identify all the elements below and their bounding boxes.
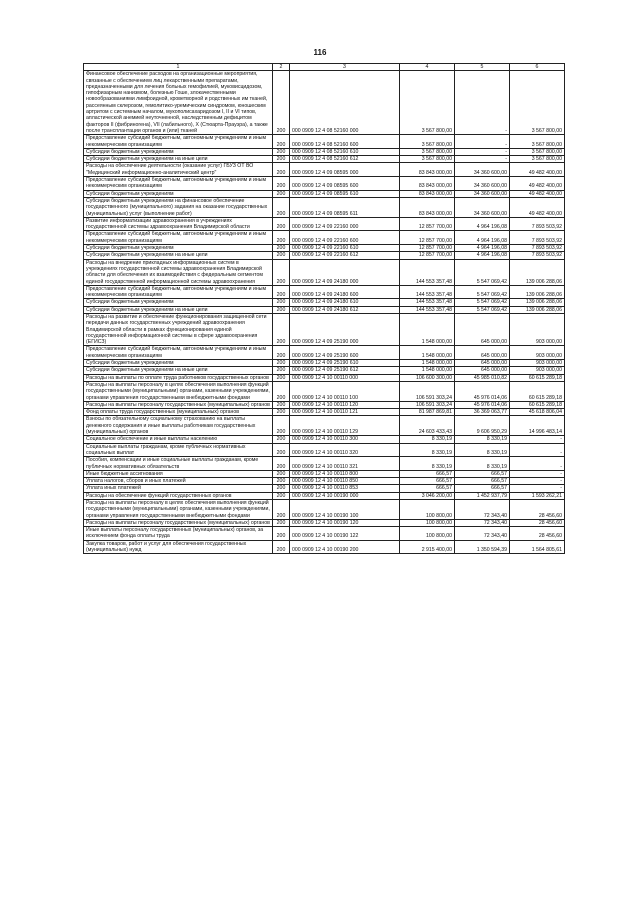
row-unexecuted-amount-cell: 903 000,00 bbox=[510, 346, 565, 360]
table-row bbox=[84, 500, 565, 520]
table-row bbox=[84, 217, 565, 231]
table-row bbox=[84, 346, 565, 360]
row-classification-code-cell: 000 0909 12 4 10 00110 121 bbox=[290, 409, 400, 416]
row-classification-code-cell: 000 0909 12 4 10 00190 200 bbox=[290, 540, 400, 554]
row-code-cell: 200 bbox=[273, 470, 290, 477]
row-executed-amount-cell: 5 547 069,42 bbox=[455, 285, 510, 299]
table-row bbox=[84, 470, 565, 477]
row-approved-amount-cell: 1 548 000,00 bbox=[400, 367, 455, 374]
row-name-cell: Пособия, компенсации и иные социальные выплаты гражданам, кроме публичных нормативных обязательств bbox=[84, 457, 273, 471]
row-executed-amount-cell: - bbox=[455, 135, 510, 149]
row-unexecuted-amount-cell: 903 000,00 bbox=[510, 313, 565, 345]
row-name-cell: Фонд оплаты труда государственных (муниципальных) органов bbox=[84, 409, 273, 416]
row-classification-code-cell: 000 0909 12 4 09 25190 612 bbox=[290, 367, 400, 374]
header-cell-5: 5 bbox=[455, 64, 510, 71]
row-executed-amount-cell: 45 985 010,82 bbox=[455, 374, 510, 381]
row-executed-amount-cell: 1 452 937,79 bbox=[455, 492, 510, 499]
row-name-cell: Расходы на обеспечение деятельности (оказание услуг) ГБУЗ ОТ ВО "Медицинский информационно-аналитический центр" bbox=[84, 163, 273, 177]
row-classification-code-cell: 000 0909 12 4 10 00110 129 bbox=[290, 416, 400, 436]
row-executed-amount-cell: 666,57 bbox=[455, 478, 510, 485]
row-unexecuted-amount-cell: 903 000,00 bbox=[510, 360, 565, 367]
row-unexecuted-amount-cell: 3 567 800,00 bbox=[510, 156, 565, 163]
row-approved-amount-cell: 100 800,00 bbox=[400, 527, 455, 541]
row-code-cell: 200 bbox=[273, 416, 290, 436]
row-code-cell: 200 bbox=[273, 197, 290, 217]
row-approved-amount-cell: 144 553 357,48 bbox=[400, 259, 455, 285]
table-row bbox=[84, 409, 565, 416]
row-classification-code-cell: 000 0909 12 4 09 25190 600 bbox=[290, 346, 400, 360]
row-executed-amount-cell: 645 000,00 bbox=[455, 313, 510, 345]
table-row bbox=[84, 436, 565, 443]
row-executed-amount-cell: - bbox=[455, 148, 510, 155]
row-code-cell: 200 bbox=[273, 346, 290, 360]
row-unexecuted-amount-cell: 49 482 400,00 bbox=[510, 197, 565, 217]
row-name-cell: Иные выплаты персоналу государственных (муниципальных) органов, за исключением фонда оплаты труда bbox=[84, 527, 273, 541]
page-number: 116 bbox=[313, 48, 327, 57]
row-executed-amount-cell: 34 360 600,00 bbox=[455, 177, 510, 191]
row-code-cell: 200 bbox=[273, 231, 290, 245]
row-executed-amount-cell: 34 360 600,00 bbox=[455, 197, 510, 217]
row-name-cell: Субсидии бюджетным учреждениям bbox=[84, 245, 273, 252]
row-executed-amount-cell: 36 369 063,77 bbox=[455, 409, 510, 416]
table-row bbox=[84, 492, 565, 499]
row-executed-amount-cell: 72 343,40 bbox=[455, 519, 510, 526]
row-approved-amount-cell: 106 591 303,24 bbox=[400, 381, 455, 401]
row-executed-amount-cell: - bbox=[455, 71, 510, 135]
row-code-cell: 200 bbox=[273, 285, 290, 299]
table-row bbox=[84, 519, 565, 526]
row-code-cell: 200 bbox=[273, 177, 290, 191]
row-unexecuted-amount-cell: 1 564 805,61 bbox=[510, 540, 565, 554]
row-code-cell: 200 bbox=[273, 457, 290, 471]
row-approved-amount-cell: 3 567 800,00 bbox=[400, 148, 455, 155]
row-classification-code-cell: 000 0909 12 4 09 22160 600 bbox=[290, 231, 400, 245]
table-row bbox=[84, 259, 565, 285]
row-unexecuted-amount-cell: 28 456,60 bbox=[510, 500, 565, 520]
row-name-cell: Уплата иных платежей bbox=[84, 485, 273, 492]
header-cell-2: 2 bbox=[273, 64, 290, 71]
row-name-cell: Субсидии бюджетным учреждениям bbox=[84, 148, 273, 155]
row-classification-code-cell: 000 0909 12 4 09 08595 000 bbox=[290, 163, 400, 177]
row-executed-amount-cell: 8 330,19 bbox=[455, 443, 510, 457]
table-row bbox=[84, 485, 565, 492]
row-classification-code-cell: 000 0909 12 4 08 52160 600 bbox=[290, 135, 400, 149]
row-classification-code-cell: 000 0909 12 4 09 08595 600 bbox=[290, 177, 400, 191]
row-classification-code-cell: 000 0909 12 4 09 24180 600 bbox=[290, 285, 400, 299]
row-classification-code-cell: 000 0909 12 4 10 00190 000 bbox=[290, 492, 400, 499]
row-unexecuted-amount-cell: 3 567 800,00 bbox=[510, 135, 565, 149]
row-unexecuted-amount-cell: 60 615 289,18 bbox=[510, 374, 565, 381]
row-approved-amount-cell: 666,57 bbox=[400, 478, 455, 485]
row-name-cell: Расходы на обеспечение функций государственных органов bbox=[84, 492, 273, 499]
row-name-cell: Развитие информатизации здравоохранения в учреждениях государственной системы здравоохранения Владимирской области bbox=[84, 217, 273, 231]
table-row bbox=[84, 177, 565, 191]
row-unexecuted-amount-cell: 45 618 806,04 bbox=[510, 409, 565, 416]
table-row bbox=[84, 367, 565, 374]
row-approved-amount-cell: 8 330,19 bbox=[400, 457, 455, 471]
row-name-cell: Закупка товаров, работ и услуг для обеспечения государственных (муниципальных) нужд bbox=[84, 540, 273, 554]
row-approved-amount-cell: 3 567 800,00 bbox=[400, 156, 455, 163]
row-unexecuted-amount-cell: 60 615 289,18 bbox=[510, 381, 565, 401]
row-approved-amount-cell: 12 857 700,00 bbox=[400, 231, 455, 245]
table-row bbox=[84, 416, 565, 436]
row-unexecuted-amount-cell: - bbox=[510, 485, 565, 492]
row-classification-code-cell: 000 0909 12 4 10 00110 850 bbox=[290, 478, 400, 485]
budget-table bbox=[83, 63, 565, 554]
row-executed-amount-cell: - bbox=[455, 156, 510, 163]
header-cell-1: 1 bbox=[84, 64, 273, 71]
row-executed-amount-cell: 34 360 600,00 bbox=[455, 190, 510, 197]
row-code-cell: 200 bbox=[273, 374, 290, 381]
table-row bbox=[84, 135, 565, 149]
row-code-cell: 200 bbox=[273, 148, 290, 155]
row-name-cell: Предоставление субсидий бюджетным, автономным учреждениям и иным некоммерческим организациям bbox=[84, 285, 273, 299]
row-unexecuted-amount-cell: 7 893 503,92 bbox=[510, 217, 565, 231]
row-classification-code-cell: 000 0909 12 4 09 22160 610 bbox=[290, 245, 400, 252]
row-executed-amount-cell: 666,57 bbox=[455, 470, 510, 477]
row-approved-amount-cell: 144 553 357,48 bbox=[400, 306, 455, 313]
row-name-cell: Предоставление субсидий бюджетным, автономным учреждениям и иным некоммерческим организациям bbox=[84, 346, 273, 360]
row-executed-amount-cell: 645 000,00 bbox=[455, 367, 510, 374]
table-row bbox=[84, 306, 565, 313]
row-name-cell: Субсидии бюджетным учреждениям на иные цели bbox=[84, 367, 273, 374]
row-name-cell: Субсидии бюджетным учреждениям на иные цели bbox=[84, 306, 273, 313]
row-approved-amount-cell: 1 548 000,00 bbox=[400, 360, 455, 367]
row-code-cell: 200 bbox=[273, 217, 290, 231]
row-code-cell: 200 bbox=[273, 163, 290, 177]
row-unexecuted-amount-cell: 7 893 503,92 bbox=[510, 231, 565, 245]
row-approved-amount-cell: 3 046 200,00 bbox=[400, 492, 455, 499]
row-name-cell: Расходы на выплаты персоналу государственных (муниципальных) органов bbox=[84, 401, 273, 408]
row-approved-amount-cell: 100 800,00 bbox=[400, 519, 455, 526]
row-unexecuted-amount-cell: 7 893 503,92 bbox=[510, 252, 565, 259]
row-approved-amount-cell: 81 987 869,81 bbox=[400, 409, 455, 416]
row-unexecuted-amount-cell: 3 567 800,00 bbox=[510, 71, 565, 135]
row-name-cell: Предоставление субсидий бюджетным, автономным учреждениям и иным некоммерческим организациям bbox=[84, 135, 273, 149]
row-name-cell: Субсидии бюджетным учреждениям на финансовое обеспечение государственного (муниципального) задания на оказание государственных (муниципальных) услуг (выполнение работ) bbox=[84, 197, 273, 217]
row-approved-amount-cell: 12 857 700,00 bbox=[400, 245, 455, 252]
row-classification-code-cell: 000 0909 12 4 10 00110 000 bbox=[290, 374, 400, 381]
row-code-cell: 200 bbox=[273, 313, 290, 345]
row-unexecuted-amount-cell: 49 482 400,00 bbox=[510, 177, 565, 191]
row-code-cell: 200 bbox=[273, 252, 290, 259]
row-approved-amount-cell: 144 553 357,48 bbox=[400, 299, 455, 306]
row-name-cell: Предоставление субсидий бюджетным, автономным учреждениям и иным некоммерческим организациям bbox=[84, 231, 273, 245]
row-approved-amount-cell: 666,57 bbox=[400, 470, 455, 477]
row-name-cell: Расходы на развитие и обеспечение функционирования защищенной сети передачи данных государственных учреждений здравоохранения Владимирской области в рамках функционирования единой государственной информационной системы в сфере здравоохранения (ЕГИСЗ) bbox=[84, 313, 273, 345]
row-code-cell: 200 bbox=[273, 478, 290, 485]
table-row bbox=[84, 381, 565, 401]
row-name-cell: Расходы на выплаты персоналу в целях обеспечения выполнения функций государственными (муниципальными) органами, казенными учреждениями, органами управления государственными внебюджетными фондами bbox=[84, 381, 273, 401]
row-code-cell: 200 bbox=[273, 519, 290, 526]
table-row bbox=[84, 457, 565, 471]
header-cell-4: 4 bbox=[400, 64, 455, 71]
row-classification-code-cell: 000 0909 12 4 10 00110 100 bbox=[290, 381, 400, 401]
table-row bbox=[84, 245, 565, 252]
row-classification-code-cell: 000 0909 12 4 08 52160 612 bbox=[290, 156, 400, 163]
row-name-cell: Расходы на внедрение прикладных информационных систем в учреждениях государственной системы здравоохранения Владимирской области для обеспечения их взаимодействия с федеральным сегментом единой государственной информационной системы здравоохранения bbox=[84, 259, 273, 285]
row-approved-amount-cell: 106 591 303,24 bbox=[400, 401, 455, 408]
row-unexecuted-amount-cell: 7 893 503,92 bbox=[510, 245, 565, 252]
row-approved-amount-cell: 83 843 000,00 bbox=[400, 163, 455, 177]
table-row bbox=[84, 163, 565, 177]
table-row bbox=[84, 360, 565, 367]
row-name-cell: Взносы по обязательному социальному страхованию на выплаты денежного содержания и иные выплаты работникам государственных (муниципальных) органов bbox=[84, 416, 273, 436]
row-classification-code-cell: 000 0909 12 4 09 22160 000 bbox=[290, 217, 400, 231]
row-approved-amount-cell: 83 843 000,00 bbox=[400, 190, 455, 197]
row-name-cell: Расходы на выплаты персоналу в целях обеспечения выполнения функций государственными (муниципальными) органами, казенными учреждениями, органами управления государственными внебюджетными фондами bbox=[84, 500, 273, 520]
row-classification-code-cell: 000 0909 12 4 10 00190 122 bbox=[290, 527, 400, 541]
table-row bbox=[84, 401, 565, 408]
row-code-cell: 200 bbox=[273, 299, 290, 306]
row-classification-code-cell: 000 0909 12 4 09 08595 610 bbox=[290, 190, 400, 197]
row-unexecuted-amount-cell: 49 482 400,00 bbox=[510, 163, 565, 177]
row-unexecuted-amount-cell: 139 006 288,06 bbox=[510, 285, 565, 299]
row-classification-code-cell: 000 0909 12 4 10 00110 853 bbox=[290, 485, 400, 492]
row-executed-amount-cell: 645 000,00 bbox=[455, 346, 510, 360]
row-name-cell: Социальные выплаты гражданам, кроме публичных нормативных социальных выплат bbox=[84, 443, 273, 457]
row-name-cell: Иные бюджетные ассигнования bbox=[84, 470, 273, 477]
table-row bbox=[84, 299, 565, 306]
row-name-cell: Субсидии бюджетным учреждениям bbox=[84, 299, 273, 306]
row-executed-amount-cell: 45 976 014,06 bbox=[455, 401, 510, 408]
row-code-cell: 200 bbox=[273, 306, 290, 313]
row-approved-amount-cell: 24 603 433,43 bbox=[400, 416, 455, 436]
row-executed-amount-cell: 645 000,00 bbox=[455, 360, 510, 367]
row-unexecuted-amount-cell: 139 006 288,06 bbox=[510, 259, 565, 285]
table-row bbox=[84, 443, 565, 457]
row-code-cell: 200 bbox=[273, 190, 290, 197]
row-approved-amount-cell: 1 548 000,00 bbox=[400, 313, 455, 345]
row-unexecuted-amount-cell: 139 006 288,06 bbox=[510, 306, 565, 313]
row-classification-code-cell: 000 0909 12 4 10 00110 300 bbox=[290, 436, 400, 443]
row-approved-amount-cell: 8 330,19 bbox=[400, 436, 455, 443]
row-classification-code-cell: 000 0909 12 4 10 00190 120 bbox=[290, 519, 400, 526]
row-code-cell: 200 bbox=[273, 135, 290, 149]
row-approved-amount-cell: 8 330,19 bbox=[400, 443, 455, 457]
row-approved-amount-cell: 1 548 000,00 bbox=[400, 346, 455, 360]
row-approved-amount-cell: 2 915 400,00 bbox=[400, 540, 455, 554]
table-row bbox=[84, 527, 565, 541]
row-executed-amount-cell: 5 547 069,42 bbox=[455, 306, 510, 313]
row-code-cell: 200 bbox=[273, 485, 290, 492]
row-name-cell: Субсидии бюджетным учреждениям bbox=[84, 360, 273, 367]
table-row bbox=[84, 374, 565, 381]
row-code-cell: 200 bbox=[273, 360, 290, 367]
row-classification-code-cell: 000 0909 12 4 08 52160 610 bbox=[290, 148, 400, 155]
row-executed-amount-cell: 5 547 069,42 bbox=[455, 299, 510, 306]
row-code-cell: 200 bbox=[273, 245, 290, 252]
row-name-cell: Субсидии бюджетным учреждениям на иные цели bbox=[84, 156, 273, 163]
row-classification-code-cell: 000 0909 12 4 09 08595 611 bbox=[290, 197, 400, 217]
row-code-cell: 200 bbox=[273, 259, 290, 285]
row-name-cell: Предоставление субсидий бюджетным, автономным учреждениям и иным некоммерческим организациям bbox=[84, 177, 273, 191]
row-unexecuted-amount-cell: 1 593 262,21 bbox=[510, 492, 565, 499]
row-classification-code-cell: 000 0909 12 4 09 25190 000 bbox=[290, 313, 400, 345]
row-classification-code-cell: 000 0909 12 4 09 25190 610 bbox=[290, 360, 400, 367]
row-approved-amount-cell: 12 857 700,00 bbox=[400, 252, 455, 259]
row-approved-amount-cell: 3 567 800,00 bbox=[400, 71, 455, 135]
row-executed-amount-cell: 8 330,19 bbox=[455, 457, 510, 471]
table-row bbox=[84, 71, 565, 135]
row-code-cell: 200 bbox=[273, 409, 290, 416]
table-row bbox=[84, 285, 565, 299]
row-classification-code-cell: 000 0909 12 4 09 22160 612 bbox=[290, 252, 400, 259]
row-code-cell: 200 bbox=[273, 492, 290, 499]
row-code-cell: 200 bbox=[273, 540, 290, 554]
header-cell-6: 6 bbox=[510, 64, 565, 71]
row-executed-amount-cell: 72 343,40 bbox=[455, 527, 510, 541]
row-name-cell: Субсидии бюджетным учреждениям bbox=[84, 190, 273, 197]
row-code-cell: 200 bbox=[273, 436, 290, 443]
row-approved-amount-cell: 666,57 bbox=[400, 485, 455, 492]
row-code-cell: 200 bbox=[273, 156, 290, 163]
row-unexecuted-amount-cell: - bbox=[510, 436, 565, 443]
row-classification-code-cell: 000 0909 12 4 09 24180 610 bbox=[290, 299, 400, 306]
row-executed-amount-cell: 666,57 bbox=[455, 485, 510, 492]
row-code-cell: 200 bbox=[273, 367, 290, 374]
row-approved-amount-cell: 144 553 357,48 bbox=[400, 285, 455, 299]
row-unexecuted-amount-cell: - bbox=[510, 457, 565, 471]
row-executed-amount-cell: 4 964 196,08 bbox=[455, 231, 510, 245]
row-approved-amount-cell: 106 600 300,00 bbox=[400, 374, 455, 381]
table-row bbox=[84, 197, 565, 217]
row-classification-code-cell: 000 0909 12 4 10 00110 800 bbox=[290, 470, 400, 477]
row-name-cell: Финансовое обеспечение расходов на организационные мероприятия, связанные с обеспечением лиц лекарственными препаратами, предназначенными для лечения больных гемофилией, муковисцидозом, гипофизарным нанизмом, болезнью Гоше, злокачественными новообразованиями лимфоидной, кроветворной и родственных им тканей, рассеянным склерозом, гемолитико-уремическим синдромом, юношеским артритом с системным началом, мукополисахаридозом I, II и VI типов, апластической анемией неуточненной, наследственным дефицитом факторов II (фибриногена), VII (лабильного), X (Стюарта-Прауэра), а также после трансплантации органов и (или) тканей bbox=[84, 71, 273, 135]
row-executed-amount-cell: 34 360 600,00 bbox=[455, 163, 510, 177]
row-unexecuted-amount-cell: - bbox=[510, 470, 565, 477]
row-classification-code-cell: 000 0909 12 4 10 00190 100 bbox=[290, 500, 400, 520]
row-name-cell: Субсидии бюджетным учреждениям на иные цели bbox=[84, 252, 273, 259]
row-approved-amount-cell: 83 843 000,00 bbox=[400, 197, 455, 217]
table-row bbox=[84, 148, 565, 155]
row-approved-amount-cell: 3 567 800,00 bbox=[400, 135, 455, 149]
row-executed-amount-cell: 4 964 196,08 bbox=[455, 252, 510, 259]
row-approved-amount-cell: 100 800,00 bbox=[400, 500, 455, 520]
row-code-cell: 200 bbox=[273, 527, 290, 541]
row-classification-code-cell: 000 0909 12 4 09 24180 612 bbox=[290, 306, 400, 313]
row-classification-code-cell: 000 0909 12 4 10 00110 120 bbox=[290, 401, 400, 408]
row-code-cell: 200 bbox=[273, 71, 290, 135]
header-cell-3: 3 bbox=[290, 64, 400, 71]
row-code-cell: 200 bbox=[273, 443, 290, 457]
header-row bbox=[84, 64, 565, 71]
row-code-cell: 200 bbox=[273, 500, 290, 520]
row-executed-amount-cell: 5 547 069,42 bbox=[455, 259, 510, 285]
row-executed-amount-cell: 4 964 196,08 bbox=[455, 245, 510, 252]
table-row bbox=[84, 231, 565, 245]
row-name-cell: Расходы на выплаты персоналу государственных (муниципальных) органов bbox=[84, 519, 273, 526]
row-executed-amount-cell: 8 330,19 bbox=[455, 436, 510, 443]
row-executed-amount-cell: 4 964 196,08 bbox=[455, 217, 510, 231]
row-classification-code-cell: 000 0909 12 4 08 52160 000 bbox=[290, 71, 400, 135]
row-unexecuted-amount-cell: 3 567 800,00 bbox=[510, 148, 565, 155]
row-code-cell: 200 bbox=[273, 381, 290, 401]
row-classification-code-cell: 000 0909 12 4 10 00110 320 bbox=[290, 443, 400, 457]
table-row bbox=[84, 252, 565, 259]
row-unexecuted-amount-cell: - bbox=[510, 478, 565, 485]
table-row bbox=[84, 540, 565, 554]
row-approved-amount-cell: 83 843 000,00 bbox=[400, 177, 455, 191]
row-name-cell: Социальное обеспечение и иные выплаты населению bbox=[84, 436, 273, 443]
row-name-cell: Уплата налогов, сборов и иных платежей bbox=[84, 478, 273, 485]
row-executed-amount-cell: 72 343,40 bbox=[455, 500, 510, 520]
row-approved-amount-cell: 12 857 700,00 bbox=[400, 217, 455, 231]
row-unexecuted-amount-cell: 49 482 400,00 bbox=[510, 190, 565, 197]
table-row bbox=[84, 156, 565, 163]
row-classification-code-cell: 000 0909 12 4 10 00110 321 bbox=[290, 457, 400, 471]
table-body bbox=[84, 71, 565, 554]
row-unexecuted-amount-cell: 139 006 288,06 bbox=[510, 299, 565, 306]
row-unexecuted-amount-cell: 14 996 483,14 bbox=[510, 416, 565, 436]
row-executed-amount-cell: 9 606 950,29 bbox=[455, 416, 510, 436]
row-classification-code-cell: 000 0909 12 4 09 24180 000 bbox=[290, 259, 400, 285]
row-executed-amount-cell: 1 350 594,39 bbox=[455, 540, 510, 554]
table-row bbox=[84, 478, 565, 485]
row-unexecuted-amount-cell: 28 456,60 bbox=[510, 519, 565, 526]
table-row bbox=[84, 190, 565, 197]
row-unexecuted-amount-cell: 28 456,60 bbox=[510, 527, 565, 541]
row-unexecuted-amount-cell: 60 615 289,18 bbox=[510, 401, 565, 408]
row-unexecuted-amount-cell: 903 000,00 bbox=[510, 367, 565, 374]
row-unexecuted-amount-cell: - bbox=[510, 443, 565, 457]
table-row bbox=[84, 313, 565, 345]
row-code-cell: 200 bbox=[273, 401, 290, 408]
row-executed-amount-cell: 45 976 014,06 bbox=[455, 381, 510, 401]
row-name-cell: Расходы на выплаты по оплате труда работников государственных органов bbox=[84, 374, 273, 381]
